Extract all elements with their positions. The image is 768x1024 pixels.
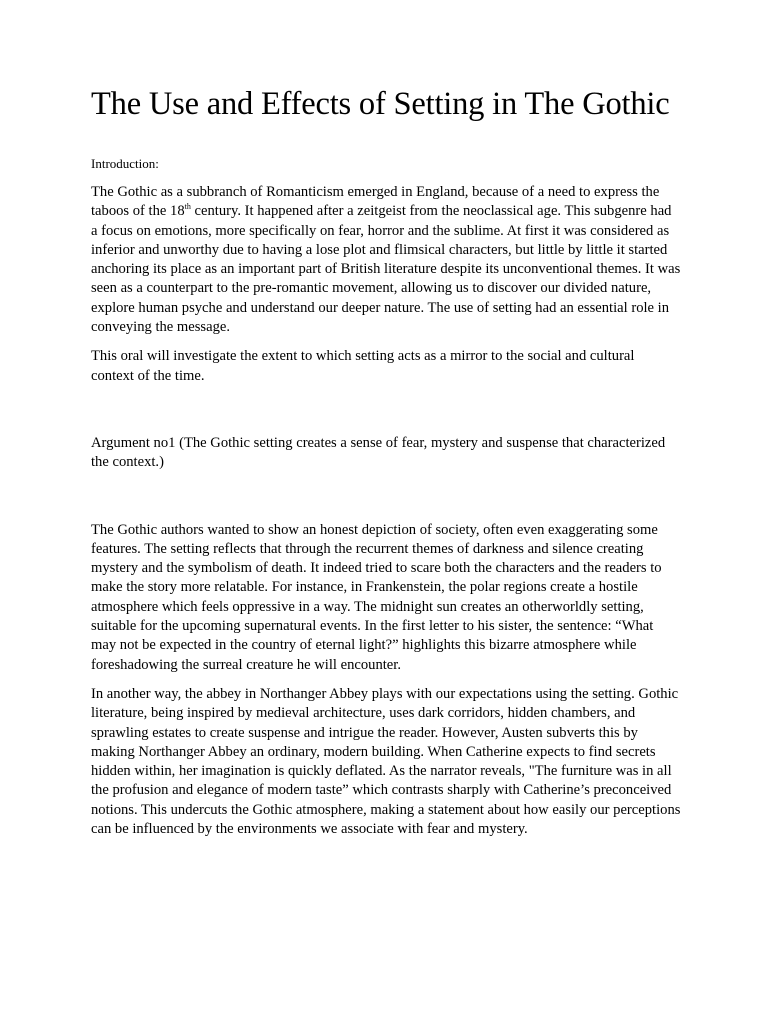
argument-heading: Argument no1 (The Gothic setting creates a sense of fear, mystery and suspense that characterized the context.)	[91, 434, 666, 471]
spacer	[91, 396, 681, 434]
body-paragraph-northanger-abbey: In another way, the abbey in Northanger Abbey plays with our expectations using the setting. Gothic literature, being inspired by medieval architecture, uses dark corridors, hidden chambers, and sprawling estates to create suspense and intrigue the reader. However, Austen subverts this by making Northanger Abbey an ordinary, modern building. When Catherine expects to find secrets hidden within, her imagination is quickly deflated. As the narrator reveals, "The furniture was in all the profusion and elegance of modern taste” which contrasts sharply with Catherine’s preconceived notions. This undercuts the Gothic atmosphere, making a statement about how easily our perceptions can be influenced by the environments we associate with fear and mystery.	[91, 685, 681, 838]
introduction-text-start: The Gothic as a subbranch of Romanticism emerged in England, because of a need to express the taboos of the 18	[91, 184, 660, 220]
ordinal-superscript: th	[184, 202, 191, 212]
document-page	[91, 84, 681, 849]
introduction-paragraph	[91, 183, 681, 337]
thesis-paragraph: This oral will investigate the extent to which setting acts as a mirror to the social and cultural context of the time.	[91, 348, 635, 384]
introduction-label: Introduction:	[91, 156, 159, 171]
body-paragraph-frankenstein: The Gothic authors wanted to show an honest depiction of society, often even exaggerating some features. The setting reflects that through the recurrent themes of darkness and silence creating mystery and the symbolism of death. It indeed tried to scare both the characters and the readers to make the story more relatable. For instance, in Frankenstein, the polar regions create a hostile atmosphere which feels oppressive in a way. The midnight sun creates an otherworldly setting, suitable for the upcoming supernatural events. In the first letter to his sister, the sentence: “What may not be expected in the country of eternal light?” highlights this bizarre atmosphere while foreshadowing the surreal creature he will encounter.	[91, 521, 662, 673]
introduction-text-rest: century. It happened after a zeitgeist from the neoclassical age. This subgenre had a focus on emotions, more specifically on fear, horror and the sublime. At first it was considered as inferior and unworthy due to having a lose plot and flimsical characters, but little by little it started anchoring its place as an important part of British literature despite its unconventional themes. It was seen as a counterpart to the pre-romantic movement, allowing us to discover our divided nature, explore human psyche and understand our deeper nature. The use of setting had an essential role in conveying the message.	[91, 203, 681, 336]
spacer	[91, 483, 681, 521]
document-title: The Use and Effects of Setting in The Gothic	[91, 86, 670, 122]
